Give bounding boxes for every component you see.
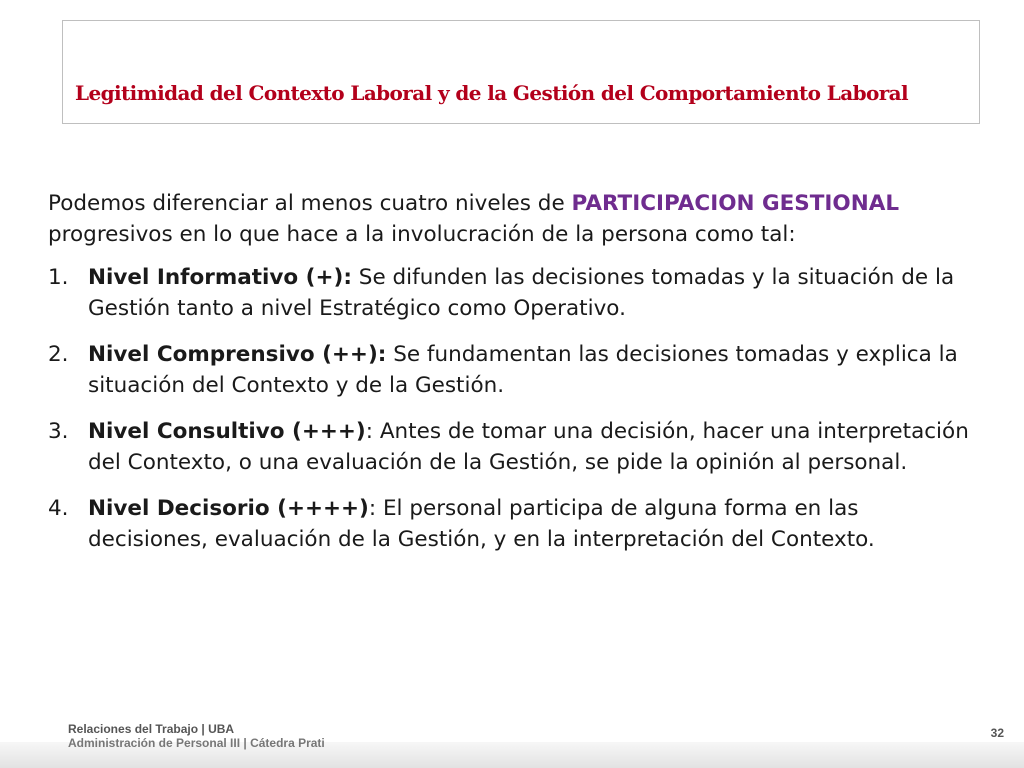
title-box xyxy=(62,20,980,124)
footer-subject-clipped xyxy=(68,736,408,750)
item-description: Se difunden las decisiones tomadas y la situación de la Gestión tanto a nivel Estratégico como Operativo. xyxy=(88,265,955,321)
footer-course: Relaciones del Trabajo | UBA xyxy=(68,722,235,736)
intro-text-before: Podemos diferenciar al menos cuatro niveles de xyxy=(48,191,572,216)
intro-paragraph xyxy=(48,188,983,250)
item-term: Nivel Consultivo (+++) xyxy=(88,419,366,444)
list-item xyxy=(48,416,983,478)
item-separator: : xyxy=(368,496,383,521)
intro-highlight: PARTICIPACION GESTIONAL xyxy=(571,191,900,216)
page-number: 32 xyxy=(990,726,1004,740)
item-term: Nivel Comprensivo (++): xyxy=(88,342,387,367)
item-number: 3. xyxy=(48,419,69,444)
intro-text-after: progresivos en lo que hace a la involucración de la persona como tal: xyxy=(48,222,796,247)
footer-subject: Administración de Personal III | Cátedra Prati xyxy=(68,736,325,750)
list-item xyxy=(48,493,983,555)
item-separator xyxy=(352,265,359,290)
item-number: 1. xyxy=(48,265,69,290)
item-description: Antes de tomar una decisión, hacer una interpretación del Contexto, o una evaluación de la Gestión, se pide la opinión al personal. xyxy=(88,419,969,475)
list-item xyxy=(48,339,983,401)
item-number: 2. xyxy=(48,342,69,367)
item-separator: : xyxy=(365,419,380,444)
item-number: 4. xyxy=(48,496,69,521)
list-item xyxy=(48,262,983,324)
item-description: El personal participa de alguna forma en las decisiones, evaluación de la Gestión, y en la interpretación del Contexto. xyxy=(88,496,875,552)
slide-title: Legitimidad del Contexto Laboral y de la Gestión del Comportamiento Laboral xyxy=(75,81,909,105)
item-description: Se fundamentan las decisiones tomadas y explica la situación del Contexto y de la Gestión. xyxy=(88,342,958,398)
slide-content xyxy=(48,188,983,570)
levels-list xyxy=(48,262,983,555)
item-term: Nivel Decisorio (++++) xyxy=(88,496,369,521)
item-term: Nivel Informativo (+): xyxy=(88,265,352,290)
